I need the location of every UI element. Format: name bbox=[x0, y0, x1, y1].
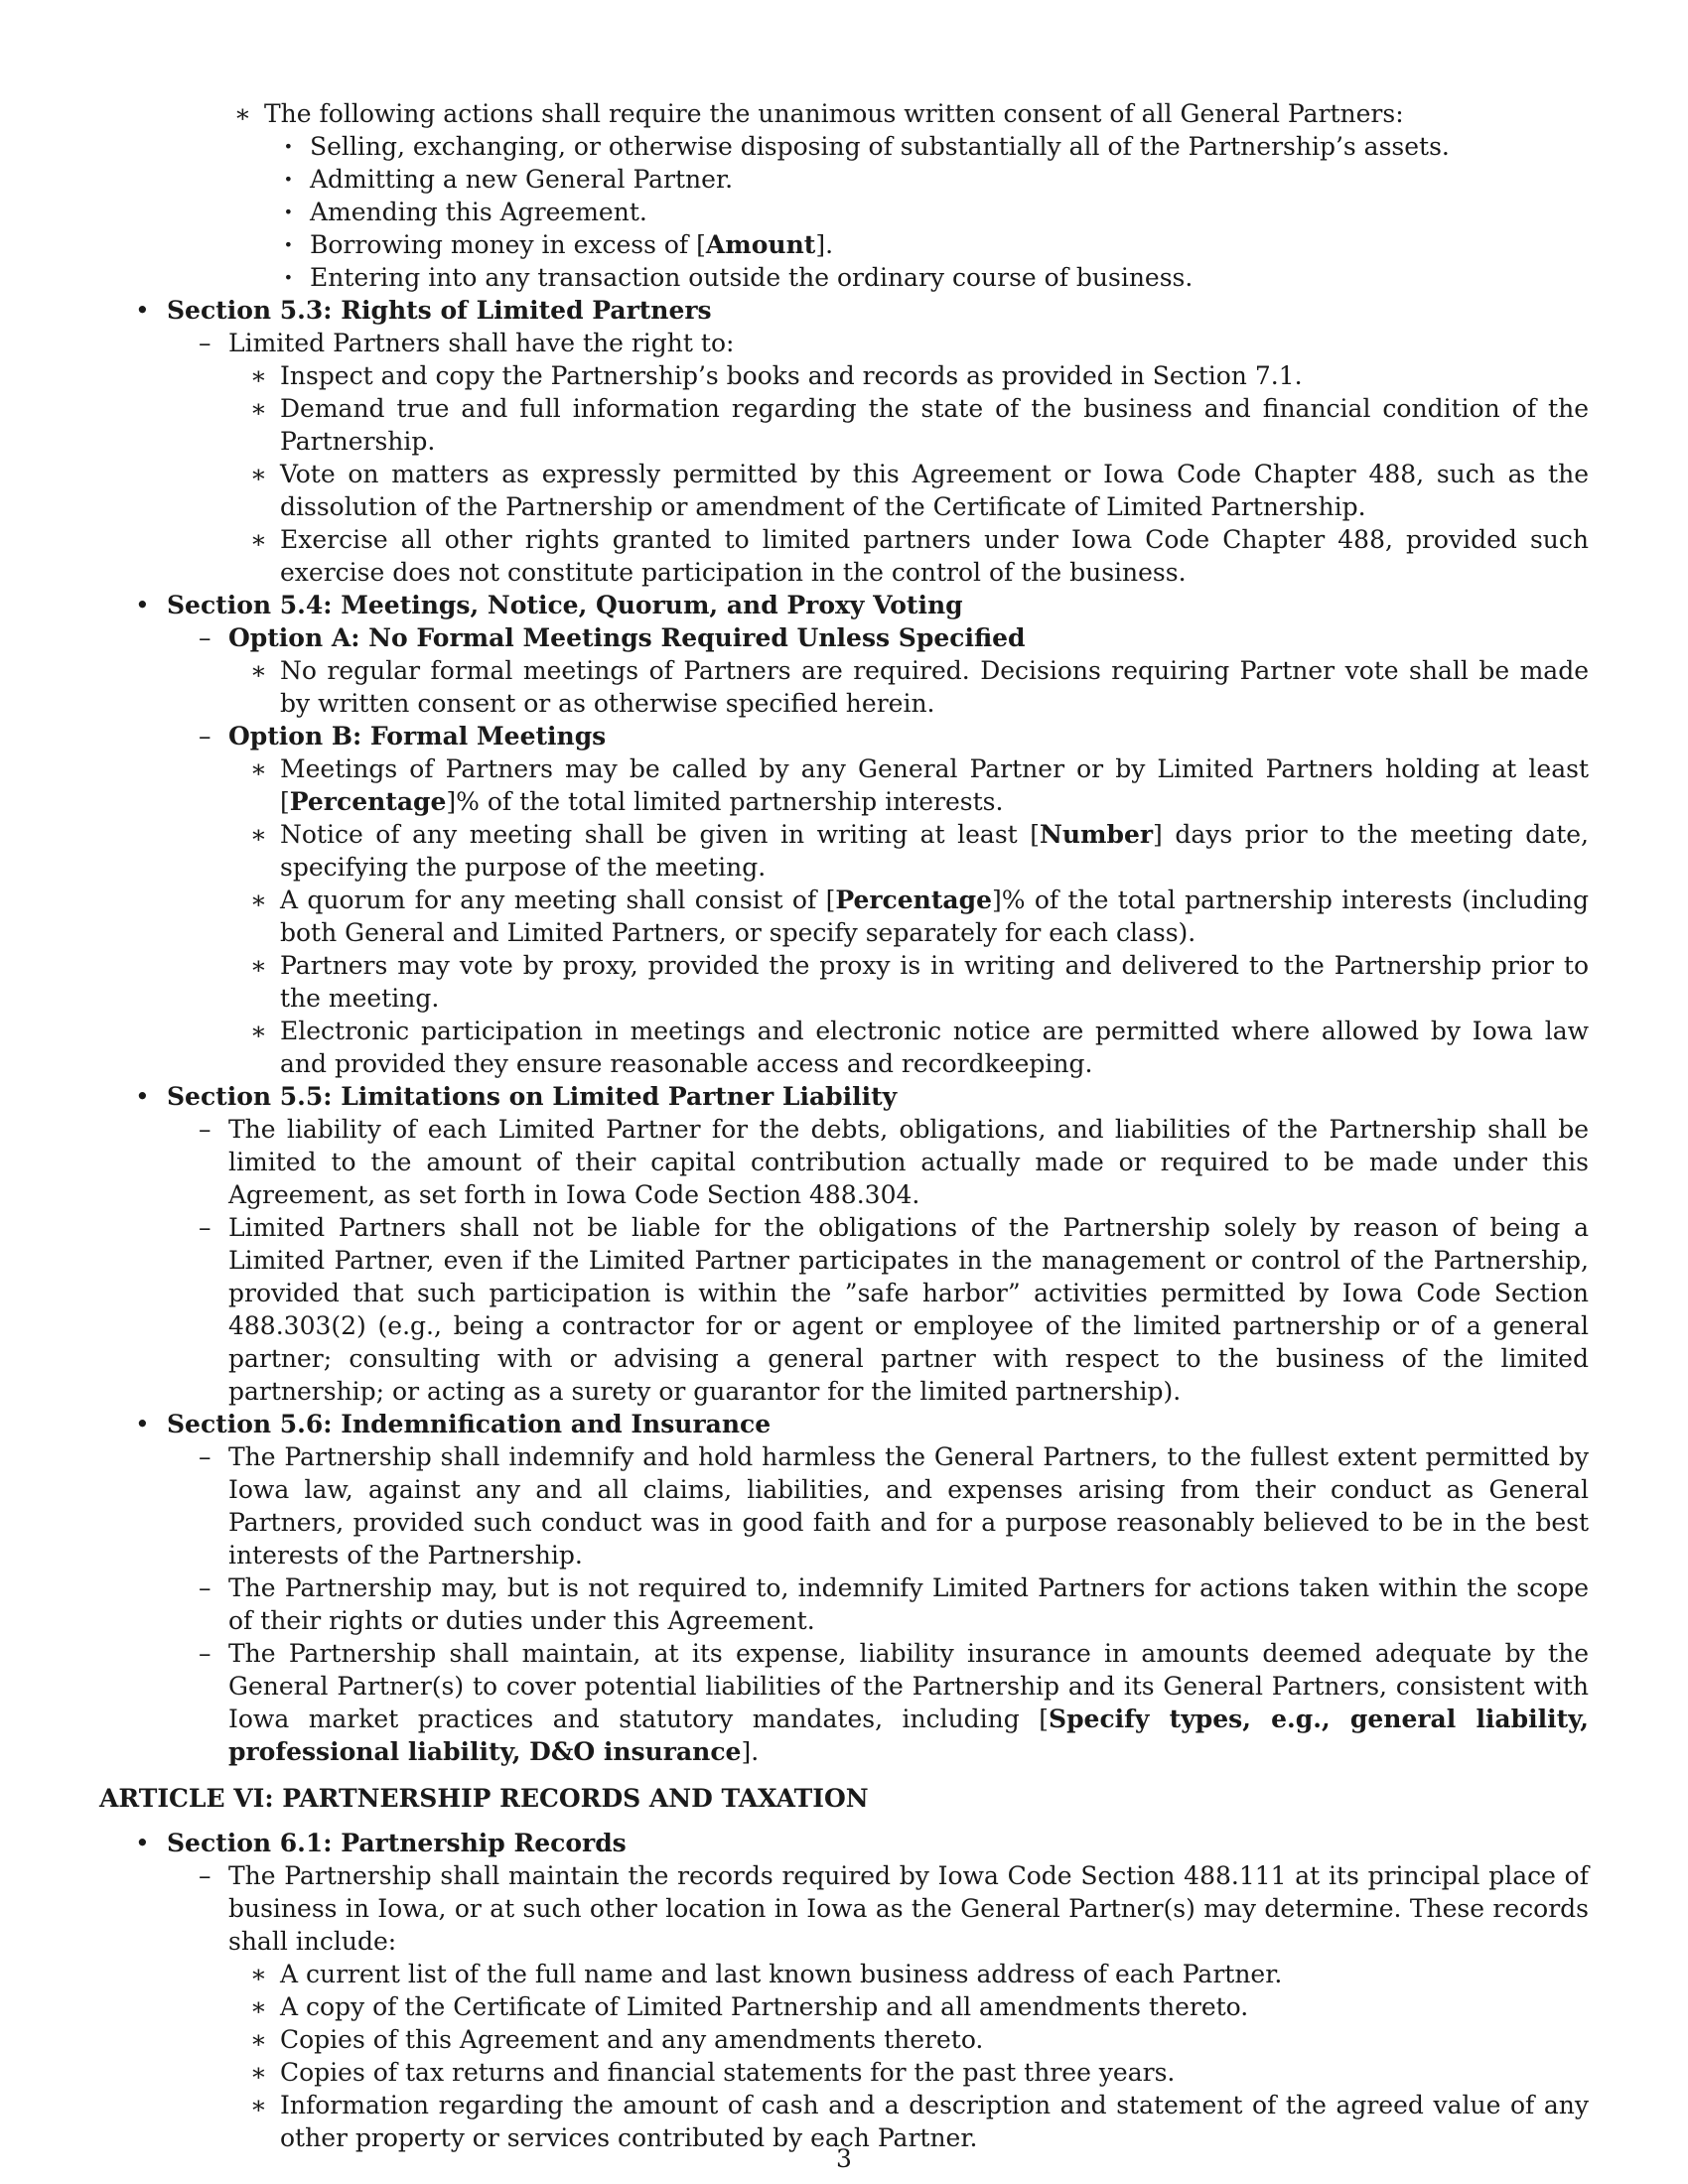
records-list bbox=[228, 1958, 1589, 2154]
list-item bbox=[167, 1571, 1589, 1637]
list-item-text: Demand true and full information regarding the state of the business and financial condition of the Partnership. bbox=[280, 394, 1589, 456]
list-item-text: ]. bbox=[815, 230, 834, 259]
rights-list bbox=[228, 359, 1589, 589]
list-item bbox=[264, 196, 1589, 228]
placeholder-number: Number bbox=[1040, 820, 1154, 849]
list-item-text: Inspect and copy the Partnership’s books and records as provided in Section 7.1. bbox=[280, 361, 1303, 390]
list-item-text: A quorum for any meeting shall consist of [ bbox=[280, 886, 836, 914]
list-item-text: Copies of tax returns and financial statements for the past three years. bbox=[280, 2058, 1176, 2087]
page-number: 3 bbox=[836, 2144, 852, 2173]
placeholder-amount: Amount bbox=[705, 230, 816, 259]
carryover-list bbox=[212, 97, 1589, 294]
list-item bbox=[228, 523, 1589, 589]
section-6-1 bbox=[99, 1827, 1589, 2154]
article-heading: ARTICLE VI: PARTNERSHIP RECORDS AND TAXATION bbox=[99, 1784, 869, 1813]
list-item bbox=[212, 97, 1589, 294]
section-5-5-list bbox=[167, 1113, 1589, 1408]
list-item-text: ]. bbox=[741, 1737, 760, 1766]
sections-list-article-5 bbox=[99, 294, 1589, 1768]
list-item-text: The Partnership may, but is not required to, indemnify Limited Partners for actions taken within the scope of their rights or duties under this Agreement. bbox=[228, 1573, 1589, 1635]
list-item-text: The following actions shall require the unanimous written consent of all General Partners: bbox=[264, 99, 1404, 128]
list-item-text: Limited Partners shall have the right to: bbox=[228, 329, 735, 357]
placeholder-percentage: Percentage bbox=[289, 787, 447, 816]
list-item bbox=[228, 392, 1589, 458]
list-item bbox=[167, 1637, 1589, 1768]
list-item-text: ]% of the total limited partnership interests. bbox=[446, 787, 1004, 816]
option-b bbox=[167, 720, 1589, 1080]
list-item bbox=[228, 752, 1589, 818]
list-item-text: Vote on matters as expressly permitted by this Agreement or Iowa Code Chapter 488, such as the dissolution of the Partnership or amendment of the Certificate of Limited Partnership. bbox=[280, 460, 1589, 521]
list-item-text: Copies of this Agreement and any amendments thereto. bbox=[280, 2025, 984, 2054]
list-item bbox=[228, 884, 1589, 949]
option-heading: – Option B: Formal Meetings bbox=[228, 722, 607, 751]
list-item bbox=[228, 1958, 1589, 1990]
list-item bbox=[167, 1859, 1589, 2154]
list-item bbox=[167, 1211, 1589, 1408]
list-item bbox=[167, 1440, 1589, 1571]
section-heading: • Section 5.5: Limitations on Limited Partner Liability bbox=[167, 1082, 898, 1111]
placeholder-percentage: Percentage bbox=[835, 886, 992, 914]
list-item bbox=[228, 2056, 1589, 2089]
list-item-text: Entering into any transaction outside the ordinary course of business. bbox=[310, 263, 1194, 292]
list-item bbox=[264, 130, 1589, 163]
list-item bbox=[264, 261, 1589, 294]
list-item bbox=[264, 228, 1589, 261]
list-item-text: A current list of the full name and last known business address of each Partner. bbox=[280, 1960, 1283, 1988]
list-item bbox=[264, 163, 1589, 196]
section-5-3 bbox=[99, 294, 1589, 589]
list-item bbox=[167, 1113, 1589, 1211]
list-item-text: The Partnership shall maintain the records required by Iowa Code Section 488.111 at its principal place of business in Iowa, or at such other location in Iowa as the General Partner(s) may determine. These records shall include: bbox=[228, 1861, 1589, 1956]
list-item-text: Partners may vote by proxy, provided the proxy is in writing and delivered to the Partnership prior to the meeting. bbox=[280, 951, 1589, 1013]
list-item-text: Amending this Agreement. bbox=[310, 198, 647, 226]
section-5-6 bbox=[99, 1408, 1589, 1768]
option-b-list bbox=[228, 752, 1589, 1080]
list-item bbox=[228, 818, 1589, 884]
list-item bbox=[167, 327, 1589, 589]
list-item bbox=[228, 949, 1589, 1015]
section-5-6-list bbox=[167, 1440, 1589, 1768]
list-item-text: Electronic participation in meetings and electronic notice are permitted where allowed by Iowa law and provided they ensure reasonable access and recordkeeping. bbox=[280, 1017, 1589, 1078]
list-item-text: The liability of each Limited Partner for the debts, obligations, and liabilities of the Partnership shall be limited to the amount of their capital contribution actually made or required to be made under this Agreement, as set forth in Iowa Code Section 488.304. bbox=[228, 1115, 1589, 1209]
option-a bbox=[167, 621, 1589, 720]
option-a-list bbox=[228, 654, 1589, 720]
section-5-5 bbox=[99, 1080, 1589, 1408]
option-heading: – Option A: No Formal Meetings Required Unless Specified bbox=[228, 623, 1026, 652]
list-item bbox=[228, 1015, 1589, 1080]
list-item bbox=[228, 359, 1589, 392]
section-heading: • Section 5.6: Indemnification and Insurance bbox=[167, 1410, 772, 1438]
list-item bbox=[228, 1990, 1589, 2023]
list-item-text: ] days prior to the meeting date, specifying the purpose of the meeting. bbox=[280, 820, 1589, 882]
section-heading: • Section 5.3: Rights of Limited Partners bbox=[167, 296, 712, 325]
list-item-text: Meetings of Partners may be called by any General Partner or by Limited Partners holding at least [ bbox=[280, 754, 1589, 816]
consent-actions-list bbox=[264, 130, 1589, 294]
list-item-text: A copy of the Certificate of Limited Partnership and all amendments thereto. bbox=[280, 1992, 1249, 2021]
section-5-4 bbox=[99, 589, 1589, 1080]
list-item-text: Limited Partners shall not be liable for the obligations of the Partnership solely by reason of being a Limited Partner, even if the Limited Partner participates in the management or control of the Partnership, provided that such participation is within the ”safe harbor” activities permitted by Iowa Code Section 488.303(2) (e.g., being a contractor for or agent or employee of the limited partnership or of a general partner; consulting with or advising a general partner with respect to the business of the limited partnership; or acting as a surety or guarantor for the limited partnership). bbox=[228, 1213, 1589, 1406]
section-heading: • Section 6.1: Partnership Records bbox=[167, 1829, 627, 1857]
section-5-3-list bbox=[167, 327, 1589, 589]
page-body bbox=[99, 97, 1589, 2154]
list-item-text: Exercise all other rights granted to limited partners under Iowa Code Chapter 488, provided such exercise does not constitute participation in the control of the business. bbox=[280, 525, 1589, 587]
list-item-text: No regular formal meetings of Partners are required. Decisions requiring Partner vote shall be made by written consent or as otherwise specified herein. bbox=[280, 656, 1589, 718]
list-item bbox=[228, 654, 1589, 720]
section-heading: • Section 5.4: Meetings, Notice, Quorum, and Proxy Voting bbox=[167, 591, 963, 619]
sections-list-article-6 bbox=[99, 1827, 1589, 2154]
list-item-text: The Partnership shall indemnify and hold harmless the General Partners, to the fullest extent permitted by Iowa law, against any and all claims, liabilities, and expenses arising from their conduct as General Partners, provided such conduct was in good faith and for a purpose reasonably believed to be in the best interests of the Partnership. bbox=[228, 1442, 1589, 1570]
list-item-text: Information regarding the amount of cash and a description and statement of the agreed value of any other property or services contributed by each Partner. bbox=[280, 2091, 1589, 2152]
list-item-text: ]% of the total partnership interests (including both General and Limited Partners, or specify separately for each class). bbox=[280, 886, 1589, 947]
list-item-text: Admitting a new General Partner. bbox=[310, 165, 734, 194]
list-item bbox=[228, 2023, 1589, 2056]
section-6-1-list bbox=[167, 1859, 1589, 2154]
list-item-text: Selling, exchanging, or otherwise disposing of substantially all of the Partnership’s assets. bbox=[310, 132, 1450, 161]
placeholder-insurance-types: Specify types, e.g., general liability, professional liability, D&O insurance bbox=[228, 1705, 1589, 1766]
list-item-text: Borrowing money in excess of [ bbox=[310, 230, 706, 259]
list-item-text: The Partnership shall maintain, at its expense, liability insurance in amounts deemed adequate by the General Partner(s) to cover potential liabilities of the Partnership and its General Partners, consistent with Iowa market practices and statutory mandates, including [ bbox=[228, 1639, 1589, 1733]
list-item bbox=[228, 458, 1589, 523]
list-item-text: Notice of any meeting shall be given in writing at least [ bbox=[280, 820, 1040, 849]
section-5-4-list bbox=[167, 621, 1589, 1080]
